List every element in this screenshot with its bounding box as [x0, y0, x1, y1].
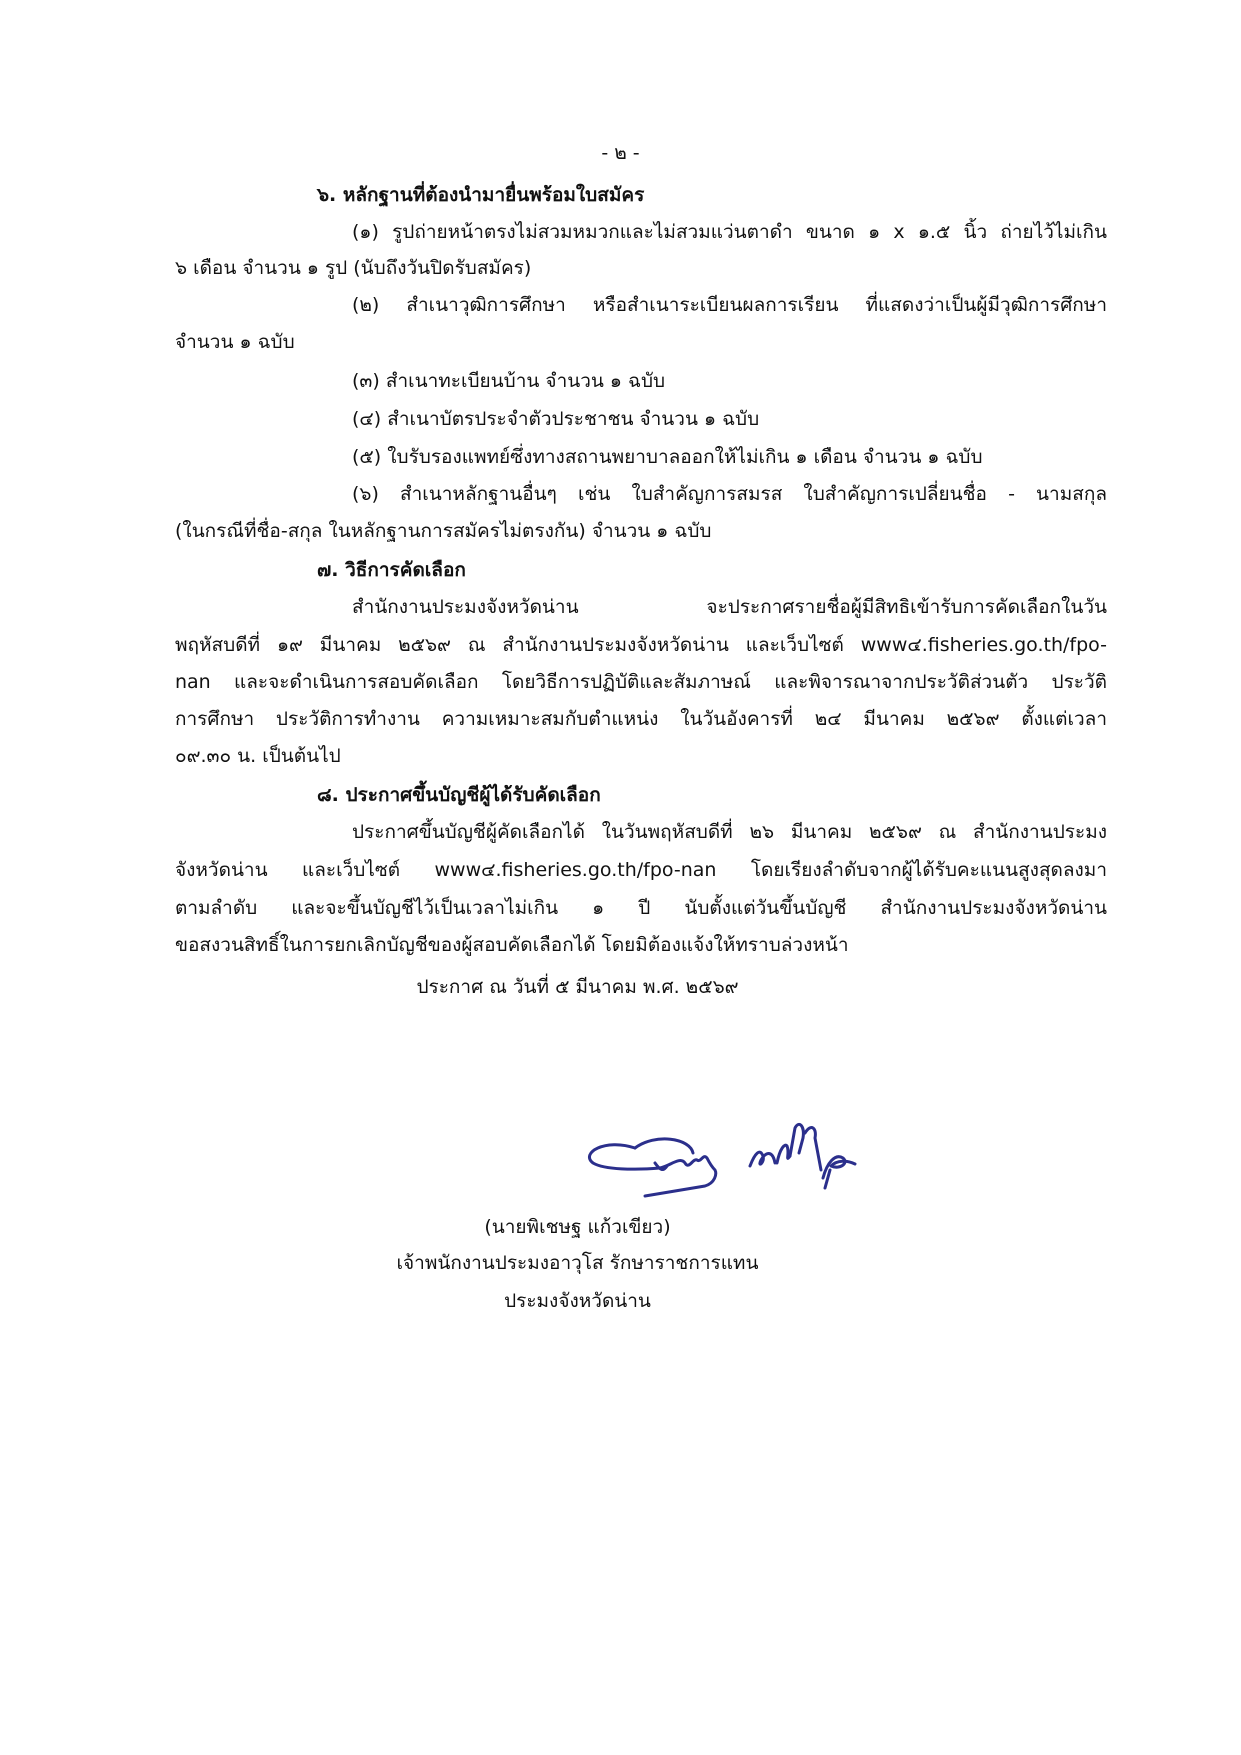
section-6-item-6-line-1: (๖) สำเนาหลักฐานอื่นๆ เช่น ใบสำคัญการสมรส ใบสำคัญการเปลี่ยนชื่อ - นามสกุล [352, 483, 1107, 505]
signatory-title: เจ้าพนักงานประมงอาวุโส รักษาราชการแทน [396, 1252, 759, 1274]
section-7-paragraph-line: nan และจะดำเนินการสอบคัดเลือก โดยวิธีการปฏิบัติและสัมภาษณ์ และพิจารณาจากประวัติส่วนตัว ประวัติ [175, 671, 1107, 693]
page-number: - ๒ - [601, 142, 640, 164]
signatory-position: ประมงจังหวัดน่าน [504, 1290, 651, 1312]
section-8-paragraph-line: ขอสงวนสิทธิ์ในการยกเลิกบัญชีของผู้สอบคัดเลือกได้ โดยมิต้องแจ้งให้ทราบล่วงหน้า [175, 934, 849, 956]
section-6-heading: ๖. หลักฐานที่ต้องนำมายื่นพร้อมใบสมัคร [317, 184, 645, 206]
section-8-paragraph-line: ตามลำดับ และจะขึ้นบัญชีไว้เป็นเวลาไม่เกิน ๑ ปี นับตั้งแต่วันขึ้นบัญชี สำนักงานประมงจังหวัดน่าน [175, 897, 1107, 919]
section-6-item-4: (๔) สำเนาบัตรประจำตัวประชาชน จำนวน ๑ ฉบับ [352, 408, 760, 430]
section-7-heading: ๗. วิธีการคัดเลือก [317, 559, 466, 581]
section-6-item-1-line-2: ๖ เดือน จำนวน ๑ รูป (นับถึงวันปิดรับสมัคร) [175, 257, 532, 279]
section-6-item-2-line-1: (๒) สำเนาวุฒิการศึกษา หรือสำเนาระเบียนผลการเรียน ที่แสดงว่าเป็นผู้มีวุฒิการศึกษา [352, 294, 1107, 316]
section-7-paragraph-line: ๐๙.๓๐ น. เป็นต้นไป [175, 745, 341, 767]
section-8-paragraph-line: ประกาศขึ้นบัญชีผู้คัดเลือกได้ ในวันพฤหัสบดีที่ ๒๖ มีนาคม ๒๕๖๙ ณ สำนักงานประมง [352, 821, 1107, 843]
section-7-paragraph-line: การศึกษา ประวัติการทำงาน ความเหมาะสมกับตำแหน่ง ในวันอังคารที่ ๒๔ มีนาคม ๒๕๖๙ ตั้งแต่เวลา [175, 708, 1107, 730]
section-6-item-5: (๕) ใบรับรองแพทย์ซึ่งทางสถานพยาบาลออกให้ไม่เกิน ๑ เดือน จำนวน ๑ ฉบับ [352, 446, 983, 468]
signature-image [585, 1108, 875, 1198]
signatory-name: (นายพิเชษฐ แก้วเขียว) [484, 1216, 671, 1238]
announcement-date: ประกาศ ณ วันที่ ๕ มีนาคม พ.ศ. ๒๕๖๙ [416, 976, 739, 998]
section-6-item-3: (๓) สำเนาทะเบียนบ้าน จำนวน ๑ ฉบับ [352, 370, 666, 392]
section-6-item-1-line-1: (๑) รูปถ่ายหน้าตรงไม่สวมหมวกและไม่สวมแว่นตาดำ ขนาด ๑ x ๑.๕ นิ้ว ถ่ายไว้ไม่เกิน [352, 221, 1107, 243]
section-8-heading: ๘. ประกาศขึ้นบัญชีผู้ได้รับคัดเลือก [317, 784, 601, 806]
section-7-paragraph-line: พฤหัสบดีที่ ๑๙ มีนาคม ๒๕๖๙ ณ สำนักงานประมงจังหวัดน่าน และเว็บไซต์ www๔.fisheries.go.th/fpo- [175, 634, 1107, 656]
section-8-paragraph-line: จังหวัดน่าน และเว็บไซต์ www๔.fisheries.go.th/fpo-nan โดยเรียงลำดับจากผู้ได้รับคะแนนสูงสุดลงมา [175, 859, 1107, 881]
section-6-item-6-line-2: (ในกรณีที่ชื่อ-สกุล ในหลักฐานการสมัครไม่ตรงกัน) จำนวน ๑ ฉบับ [175, 520, 712, 542]
section-6-item-2-line-2: จำนวน ๑ ฉบับ [175, 331, 295, 353]
section-7-paragraph-line: สำนักงานประมงจังหวัดน่าน จะประกาศรายชื่อผู้มีสิทธิเข้ารับการคัดเลือกในวัน [352, 596, 1107, 618]
